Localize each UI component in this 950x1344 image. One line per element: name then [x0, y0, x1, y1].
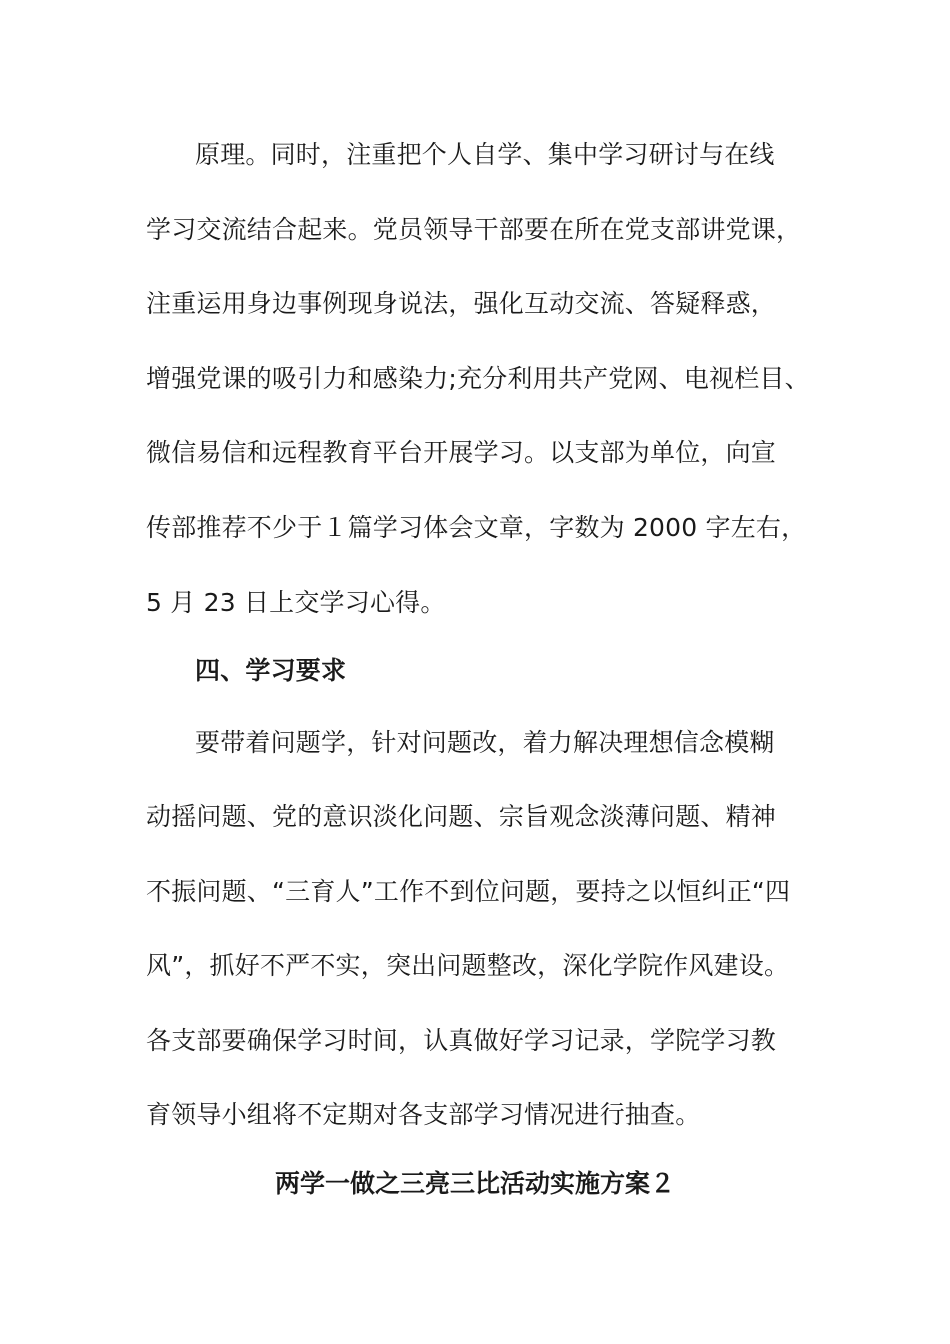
paragraph-line: 增强党课的吸引力和感染力;充分利用共产党网、电视栏目、: [146, 364, 810, 393]
paragraph-line: 微信易信和远程教育平台开展学习。以支部为单位，向宣: [146, 438, 777, 467]
paragraph-line: 育领导小组将不定期对各支部学习情况进行抽查。: [146, 1100, 701, 1129]
paragraph-line: 不振问题、“三育人”工作不到位问题，要持之以恒纠正“四: [146, 877, 791, 906]
paragraph-line: 5 月 23 日上交学习心得。: [146, 588, 446, 617]
paragraph-line: 动摇问题、党的意识淡化问题、宗旨观念淡薄问题、精神: [146, 802, 777, 831]
paragraph-line: 注重运用身边事例现身说法，强化互动交流、答疑释惑，: [146, 289, 777, 318]
section-heading: 四、学习要求: [195, 656, 347, 685]
paragraph-line: 学习交流结合起来。党员领导干部要在所在党支部讲党课，: [146, 215, 802, 244]
document-title: 两学一做之三亮三比活动实施方案２: [274, 1169, 675, 1198]
paragraph-line: 各支部要确保学习时间，认真做好学习记录，学院学习教: [146, 1026, 777, 1055]
paragraph-line: 风”，抓好不严不实，突出问题整改，深化学院作风建设。: [146, 951, 790, 980]
paragraph-line: 原理。同时，注重把个人自学、集中学习研讨与在线: [195, 140, 775, 169]
paragraph-line: 要带着问题学，针对问题改，着力解决理想信念模糊: [195, 728, 775, 757]
paragraph-line: 传部推荐不少于１篇学习体会文章，字数为 2000 字左右，: [146, 513, 807, 542]
